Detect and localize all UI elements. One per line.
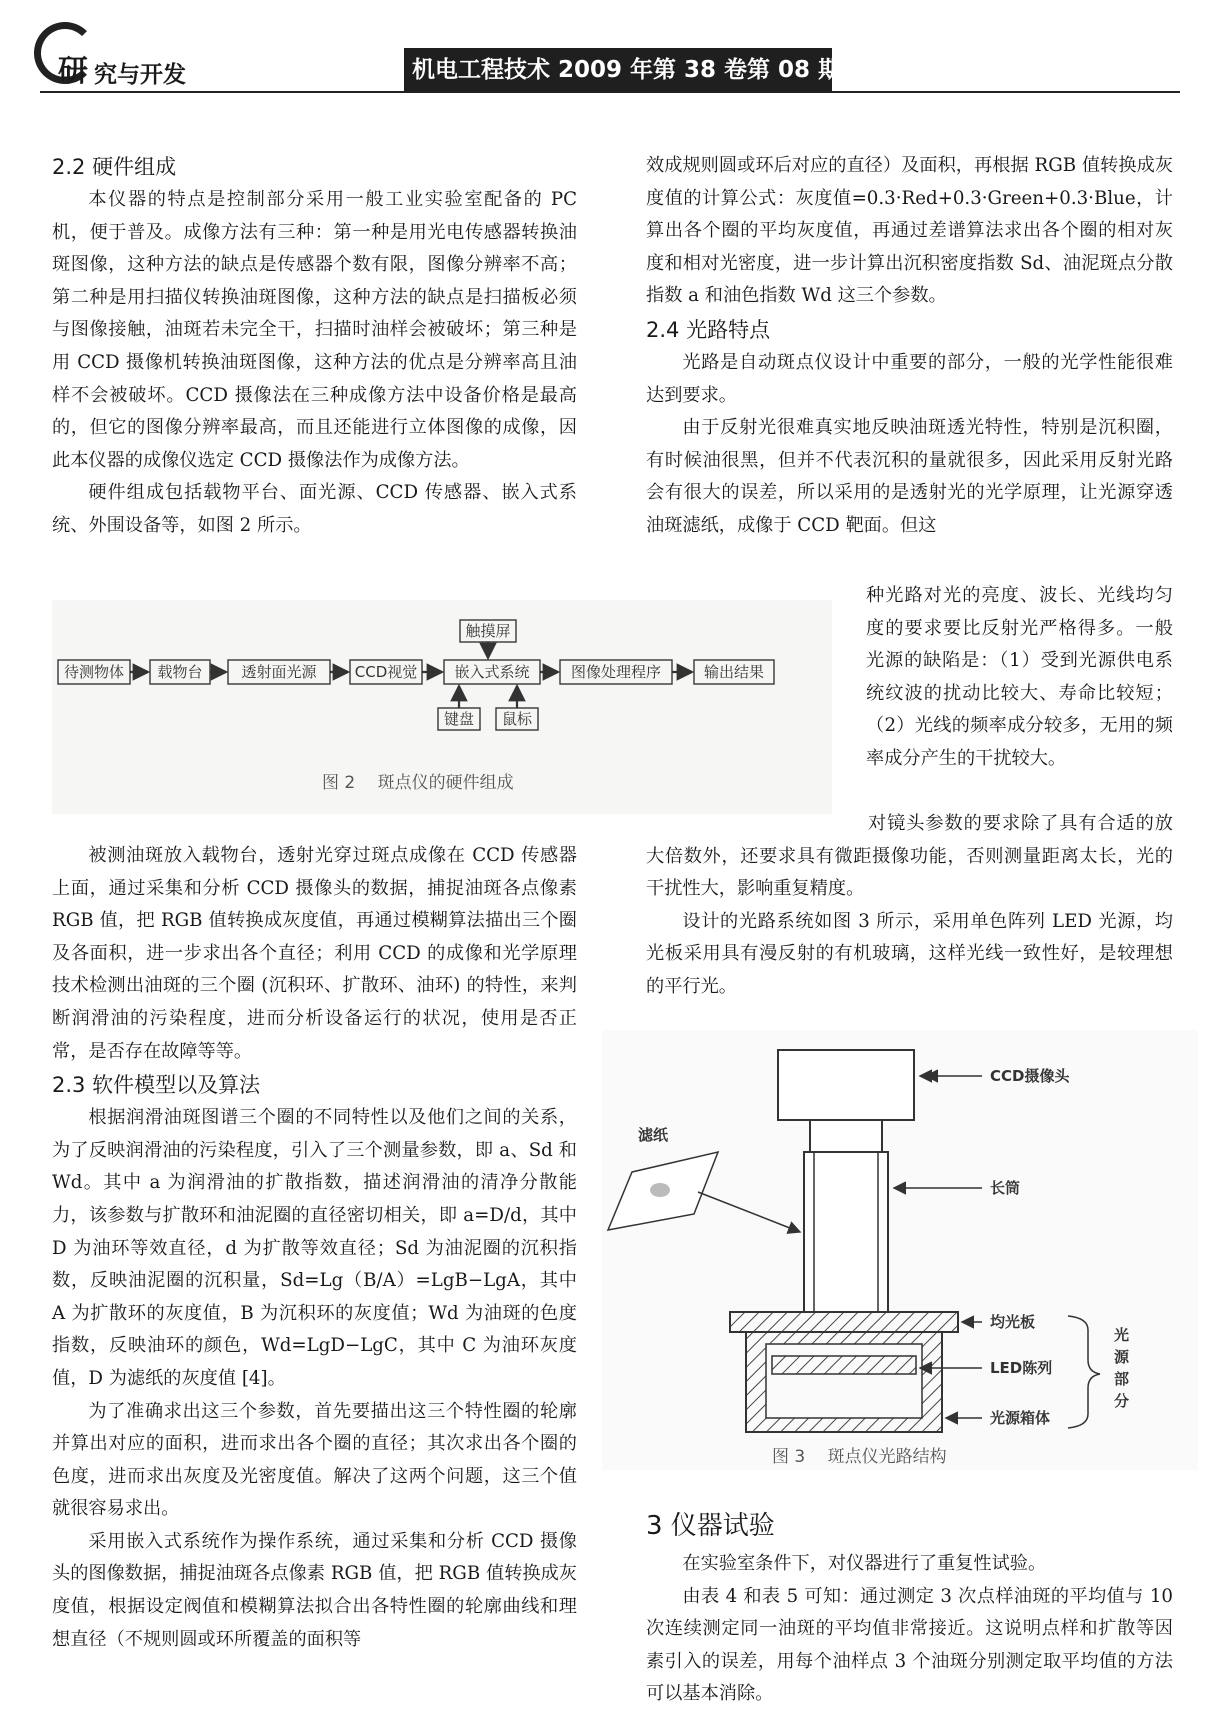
paragraph: 采用嵌入式系统作为操作系统，通过采集和分析 CCD 摄像头的图像数据，捕捉油斑各点像素 RGB 值，把 RGB 值转换成灰度值，根据设定阀值和模糊算法拟合出各特性圈的轮廓曲线和理想直径（不规则圆或环所覆盖的面积等 — [52, 1530, 577, 1650]
label-embedded: 嵌入式系统 — [454, 663, 530, 681]
label-side-2: 源 — [1114, 1348, 1130, 1366]
paragraph: 本仪器的特点是控制部分采用一般工业实验室配备的 PC 机，便于普及。成像方法有三种：第一种是用光电传感器转换油斑图像，这种方法的缺点是传感器个数有限，图像分辨率不高；第二种是用扫描仪转换油斑图像，这种方法的缺点是扫描板必须与图像接触，油斑若未完全干，扫描时油样会被破坏；第三种是用 CCD 摄像机转换油斑图像，这种方法的优点是分辨率高且油样不会被破坏。CCD 摄像法在三种成像方法中设备价格是最高的，但它的图像分辨率最高，而且还能进行立体图像的成像，因此本仪器的成像仪选定 CCD 摄像法作为成像方法。 — [52, 189, 577, 471]
heading-2-4: 2.4 光路特点 — [646, 317, 771, 342]
figure-3-diagram — [602, 1030, 1198, 1470]
label-tube: 长筒 — [990, 1179, 1021, 1197]
logo-big-char: 研 — [58, 54, 88, 89]
label-led-array: LED陈列 — [990, 1359, 1053, 1377]
paragraph: 种光路对光的亮度、波长、光线均匀度的要求要比反射光严格得多。一般光源的缺陷是：（1）受到光源供电系统纹波的扰动比较大、寿命比较短；（2）光线的频率成分较多，无用的频率成分产生的干扰较大。 — [866, 585, 1173, 769]
paragraph: 效成规则圆或环后对应的直径）及面积，再根据 RGB 值转换成灰度值的计算公式：灰度值=0.3·Red+0.3·Green+0.3·Blue，计算出各个圈的平均灰度值，再通过差谱算法求出各个圈的相对灰度和相对光密度，进一步计算出沉积密度指数 Sd、油泥斑点分散指数 a 和油色指数 Wd 这三个参数。 — [646, 155, 1173, 307]
left-column-bottom — [52, 840, 577, 1656]
right-column-middle — [646, 808, 1173, 1004]
figure-2-caption: 图 2 斑点仪的硬件组成 — [322, 773, 514, 793]
paragraph: 光路是自动斑点仪设计中重要的部分，一般的光学性能很难达到要求。 — [646, 351, 1173, 406]
figure-2 — [52, 600, 832, 814]
heading-2-2: 2.2 硬件组成 — [52, 155, 177, 179]
led-array — [772, 1356, 916, 1374]
journal-logo — [34, 22, 204, 89]
left-column-top — [52, 150, 577, 543]
label-filter: 滤纸 — [638, 1126, 669, 1144]
header-rule — [40, 91, 1180, 93]
paragraph: 由于反射光很难真实地反映油斑透光特性，特别是沉积圈，有时候油很黑，但并不代表沉积的量就很多，因此采用反射光路会有很大的误差，所以采用的是透射光的光学原理，让光源穿透油斑滤纸，成像于 CCD 靶面。但这 — [646, 417, 1173, 536]
heading-2-3: 2.3 软件模型以及算法 — [52, 1073, 261, 1098]
label-ccd-camera: CCD摄像头 — [990, 1067, 1070, 1085]
paragraph: 对镜头参数的要求除了具有合适的放大倍数外，还要求具有微距摄像功能，否则测量距离太长，光的干扰性大，影响重复精度。 — [646, 813, 1173, 900]
ccd-body — [778, 1050, 914, 1120]
label-stage: 载物台 — [157, 663, 203, 681]
label-side-1: 光 — [1114, 1326, 1130, 1344]
label-imgproc: 图像处理程序 — [570, 663, 662, 681]
paragraph: 根据润滑油斑图谱三个圈的不同特性以及他们之间的关系，为了反映润滑油的污染程度，引入了三个测量参数，即 a、Sd 和 Wd。其中 a 为润滑油的扩散指数，描述润滑油的清净分散能力，该参数与扩散环和油泥圈的直径密切相关，即 a=D/d，其中 D 为油环等效直径，d 为扩散等效直径；Sd 为油泥圈的沉积指数，反映油泥圈的沉积量，Sd=Lg（B/A）=LgB−LgA，其中 A 为扩散环的灰度值，B 为沉积环的灰度值；Wd 为油斑的色度指数，反映油环的颜色，Wd=LgD−LgC，其中 C 为油环灰度值，D 为滤纸的灰度值 [4]。 — [52, 1107, 577, 1389]
label-keyboard: 键盘 — [443, 710, 475, 728]
diffuser-plate — [730, 1312, 958, 1332]
right-column-top — [646, 150, 1173, 543]
label-diffuser: 均光板 — [990, 1313, 1036, 1331]
label-light: 透射面光源 — [241, 663, 317, 681]
right-column-bottom — [646, 1504, 1173, 1711]
figure-3 — [602, 1030, 1198, 1470]
label-touch: 触摸屏 — [465, 622, 511, 640]
figure-3-caption: 图 3 斑点仪光路结构 — [772, 1447, 947, 1467]
label-object: 待测物体 — [63, 663, 125, 681]
right-narrow-column — [866, 580, 1173, 776]
paragraph: 由表 4 和表 5 可知：通过测定 3 次点样油斑的平均值与 10 次连续测定同一油斑的平均值非常接近。这说明点样和扩散等因素引入的误差，用每个油样点 3 个油斑分别测定取平均值的方法可以基本消除。 — [646, 1585, 1173, 1705]
paragraph: 为了准确求出这三个参数，首先要描出这三个特性圈的轮廓并算出对应的面积，进而求出各个圈的直径；其次求出各个圈的色度，进而求出灰度及光密度值。解决了这两个问题，这三个值就很容易求出。 — [52, 1400, 577, 1520]
section-label: 究与开发 — [94, 62, 186, 88]
journal-title-bar: 机电工程技术 2009 年第 38 卷第 08 期 — [404, 48, 832, 92]
ccd-lens — [810, 1120, 882, 1154]
paragraph: 在实验室条件下，对仪器进行了重复性试验。 — [682, 1553, 1047, 1574]
label-ccd: CCD视觉 — [354, 663, 418, 681]
label-mouse: 鼠标 — [501, 710, 533, 728]
paragraph: 设计的光路系统如图 3 所示，采用单色阵列 LED 光源，均光板采用具有漫反射的有机玻璃，这样光线一致性好，是较理想的平行光。 — [646, 910, 1173, 997]
figure-2-diagram — [52, 600, 832, 814]
tube — [804, 1152, 888, 1312]
paragraph: 硬件组成包括载物平台、面光源、CCD 传感器、嵌入式系统、外围设备等，如图 2 所示。 — [52, 482, 577, 536]
label-output: 输出结果 — [703, 663, 765, 681]
label-side-4: 分 — [1114, 1392, 1130, 1410]
paragraph: 被测油斑放入载物台，透射光穿过斑点成像在 CCD 传感器上面，通过采集和分析 CCD 摄像头的数据，捕捉油斑各点像素 RGB 值，把 RGB 值转换成灰度值，再通过模糊算法描出三个圈及各面积，进一步求出各个直径；利用 CCD 的成像和光学原理技术检测出油斑的三个圈 (沉积环、扩散环、油环) 的特性，来判断润滑油的污染程度，进而分析设备运行的状况，使用是否正常，是否存在故障等等。 — [52, 845, 577, 1062]
label-side-3: 部 — [1114, 1370, 1130, 1388]
label-light-box: 光源箱体 — [990, 1409, 1051, 1427]
heading-3: 3 仪器试验 — [646, 1511, 775, 1541]
